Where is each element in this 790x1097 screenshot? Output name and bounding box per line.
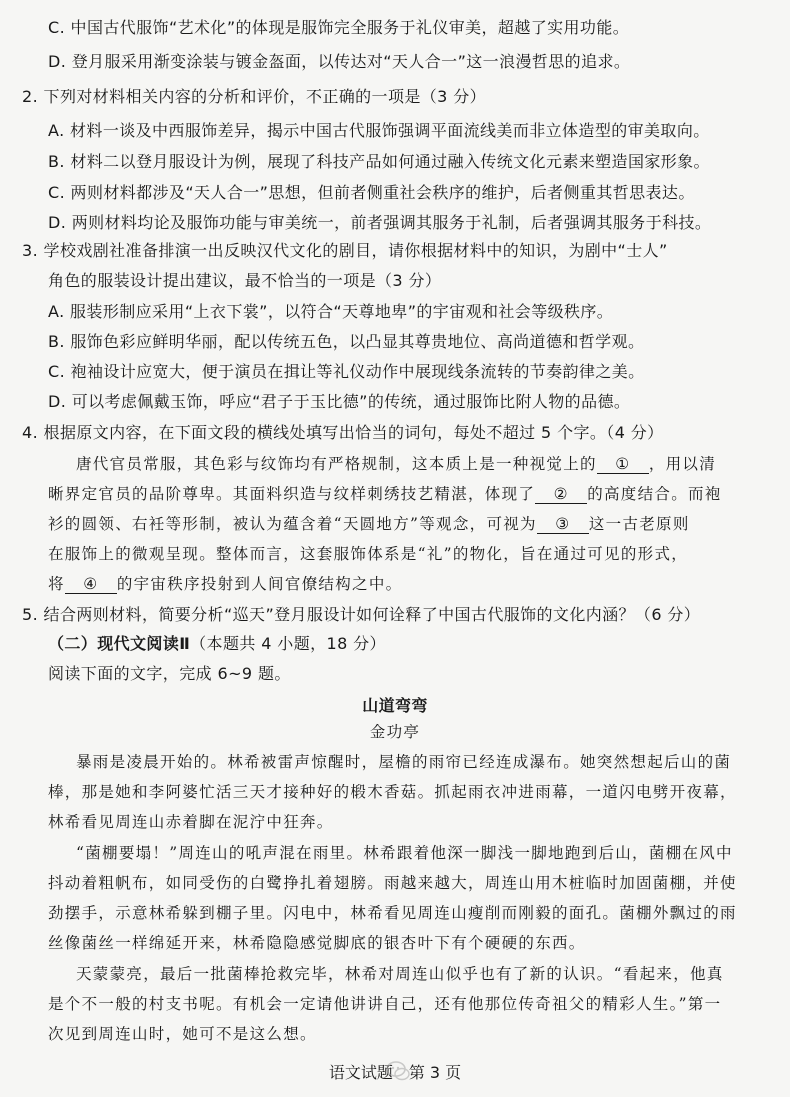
q2-option-b: B. 材料二以登月服设计为例，展现了科技产品如何通过融入传统文化元素来塑造国家形象。 [48, 152, 710, 171]
story-p2-line2: 抖动着粗帆布，如同受伤的白鹭挣扎着翅膀。雨越来越大，周连山用木桩临时加固菌棚，并使 [48, 874, 737, 892]
story-p3-line2: 是个不一般的村支书呢。有机会一定请他讲讲自己，还有他那位传奇祖父的精彩人生。”第一 [48, 995, 722, 1013]
q3-option-c: C. 袍袖设计应宽大，便于演员在揖让等礼仪动作中展现线条流转的节奏韵律之美。 [48, 362, 645, 381]
section-instruction: 阅读下面的文字，完成 6~9 题。 [48, 664, 291, 683]
q4-passage-line4: 在服饰上的微观呈现。整体而言，这套服饰体系是“礼”的物化，旨在通过可见的形式， [48, 545, 689, 563]
story-p2-line3: 劲摆手，示意林希躲到棚子里。闪电中，林希看见周连山瘦削而刚毅的面孔。菌棚外飘过的雨 [48, 904, 737, 922]
q4-blank-2[interactable]: ② [535, 485, 587, 504]
q2-option-a: A. 材料一谈及中西服饰差异，揭示中国古代服饰强调平面流线美而非立体造型的审美取向。 [48, 121, 710, 140]
q4-blank-1[interactable]: ① [597, 455, 649, 474]
q3-option-d: D. 可以考虑佩戴玉饰，呼应“君子于玉比德”的传统，通过服饰比附人物的品德。 [48, 392, 631, 411]
q4-blank-4[interactable]: ④ [65, 575, 117, 594]
section-heading [48, 634, 386, 654]
q3-option-a: A. 服装形制应采用“上衣下裳”，以符合“天尊地卑”的宇宙观和社会等级秩序。 [48, 302, 614, 321]
section-title: （二）现代文阅读Ⅱ [48, 634, 191, 653]
story-p1-line1: 暴雨是凌晨开始的。林希被雷声惊醒时，屋檐的雨帘已经连成瀑布。她突然想起后山的菌 [76, 753, 732, 771]
q3-stem-line1: 3. 学校戏剧社准备排演一出反映汉代文化的剧目，请你根据材料中的知识，为剧中“士人” [22, 241, 668, 260]
q4-passage-line1: 唐代官员常服，其色彩与纹饰均有严格规制，这本质上是一种视觉上的 ① ，用以清 [76, 455, 717, 473]
story-title: 山道弯弯 [362, 696, 428, 715]
q2-stem: 2. 下列对材料相关内容的分析和评价，不正确的一项是（3 分） [22, 87, 487, 106]
section-note: （本题共 4 小题，18 分） [190, 634, 386, 653]
q2-option-d: D. 两则材料均论及服饰功能与审美统一，前者强调其服务于礼制，后者强调其服务于科技。 [48, 213, 712, 232]
watermark-chat-icon [386, 1060, 410, 1082]
story-author: 金功亭 [369, 723, 421, 741]
q3-stem-line2: 角色的服装设计提出建议，最不恰当的一项是（3 分） [48, 271, 442, 290]
story-p3-line3: 次见到周连山时，她可不是这么想。 [48, 1025, 317, 1043]
page-footer: 语文试题 第 3 页 [328, 1063, 462, 1082]
q4-passage-line2: 晰界定官员的品阶尊卑。其面料织造与纹样刺绣技艺精湛，体现了 ② 的高度结合。而袍 [48, 485, 722, 503]
q4-blank-3[interactable]: ③ [537, 515, 589, 534]
q4-passage-line5: 将 ④ 的宇宙秩序投射到人间官僚结构之中。 [48, 575, 403, 593]
story-p1-line2: 棒，那是她和李阿婆忙活三天才接种好的椴木香菇。抓起雨衣冲进雨幕，一道闪电劈开夜幕， [48, 783, 737, 801]
story-p1-line3: 林希看见周连山赤着脚在泥泞中狂奔。 [48, 813, 334, 831]
story-p3-line1: 天蒙蒙亮，最后一批菌棒抢救完毕，林希对周连山似乎也有了新的认识。“看起来，他真 [76, 965, 724, 983]
q1-option-c: C. 中国古代服饰“艺术化”的体现是服饰完全服务于礼仪审美，超越了实用功能。 [48, 18, 630, 37]
q4-passage-line3: 衫的圆领、右衽等形制，被认为蕴含着“天圆地方”等观念，可视为 ③ 这一古老原则 [48, 515, 690, 533]
q5-stem: 5. 结合两则材料，简要分析“巡天”登月服设计如何诠释了中国古代服饰的文化内涵？（6 分） [22, 605, 701, 624]
story-p2-line4: 丝像菌丝一样绵延开来，林希隐隐感觉脚底的银杏叶下有个硬硬的东西。 [48, 934, 586, 952]
q3-option-b: B. 服饰色彩应鲜明华丽，配以传统五色，以凸显其尊贵地位、高尚道德和哲学观。 [48, 332, 645, 351]
q4-stem: 4. 根据原文内容，在下面文段的横线处填写出恰当的词句，每处不超过 5 个字。（4 分） [22, 423, 664, 442]
q1-option-d: D. 登月服采用渐变涂装与镀金盔面，以传达对“天人合一”这一浪漫哲思的追求。 [48, 52, 631, 71]
q2-option-c: C. 两则材料都涉及“天人合一”思想，但前者侧重社会秩序的维护，后者侧重其哲思表达。 [48, 183, 695, 202]
story-p2-line1: “菌棚要塌！”周连山的吼声混在雨里。林希跟着他深一脚浅一脚地跑到后山，菌棚在风中 [76, 844, 733, 862]
